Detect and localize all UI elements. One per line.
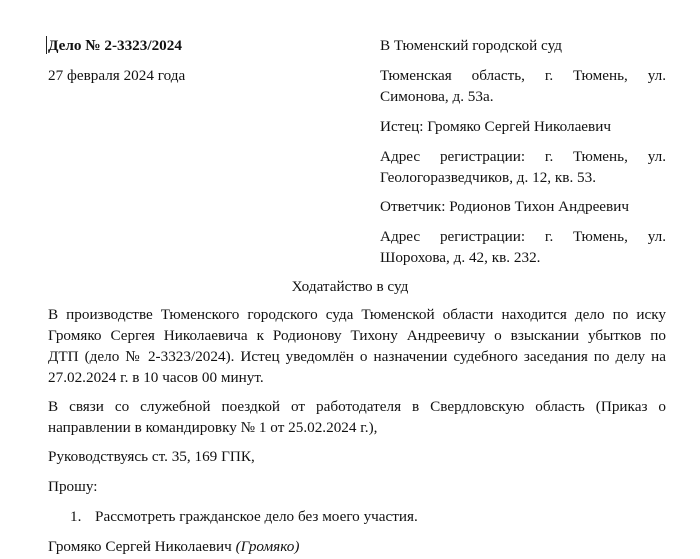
request-item-number: 1. (70, 508, 82, 525)
document-date: 27 февраля 2024 года (48, 67, 186, 84)
signature-mark: (Громяко) (235, 538, 300, 555)
plaintiff-address: Адрес регистрации: г. Тюмень, ул. Геологоразведчиков, д. 12, кв. 53. (380, 148, 666, 186)
plaintiff: Истец: Громяко Сергей Николаевич (380, 118, 611, 135)
signature-line (48, 536, 299, 557)
paragraph-reason: В связи со служебной поездкой от работодателя в Свердловскую область (Приказ о направлении в командировку № 1 от 25.02.2024 г.), (48, 398, 666, 436)
request-item-text: Рассмотреть гражданское дело без моего участия. (95, 508, 418, 525)
text-cursor (46, 36, 47, 54)
paragraph-legal-basis: Руководствуясь ст. 35, 169 ГПК, (48, 448, 255, 465)
signature-name: Громяко Сергей Николаевич (48, 538, 232, 555)
defendant: Ответчик: Родионов Тихон Андреевич (380, 198, 629, 215)
paragraph-request: Прошу: (48, 478, 98, 495)
paragraph-case-info: В производстве Тюменского городского суда Тюменской области находится дело по иску Громяко Сергея Николаевича к Родионову Тихону Андреевичу о взыскании убытков по ДТП (дело № 2-3323/2024). Истец уведомлён о назначении судебного заседания по делу на 27.02.2024 г. в 10 часов 00 минут. (48, 306, 666, 386)
defendant-address: Адрес регистрации: г. Тюмень, ул. Шорохова, д. 42, кв. 232. (380, 228, 666, 266)
court-name: В Тюменский городской суд (380, 37, 562, 54)
document-title: Ходатайство в суд (291, 278, 409, 295)
court-address: Тюменская область, г. Тюмень, ул. Симонова, д. 53а. (380, 67, 666, 105)
case-number: Дело № 2-3323/2024 (48, 37, 182, 54)
